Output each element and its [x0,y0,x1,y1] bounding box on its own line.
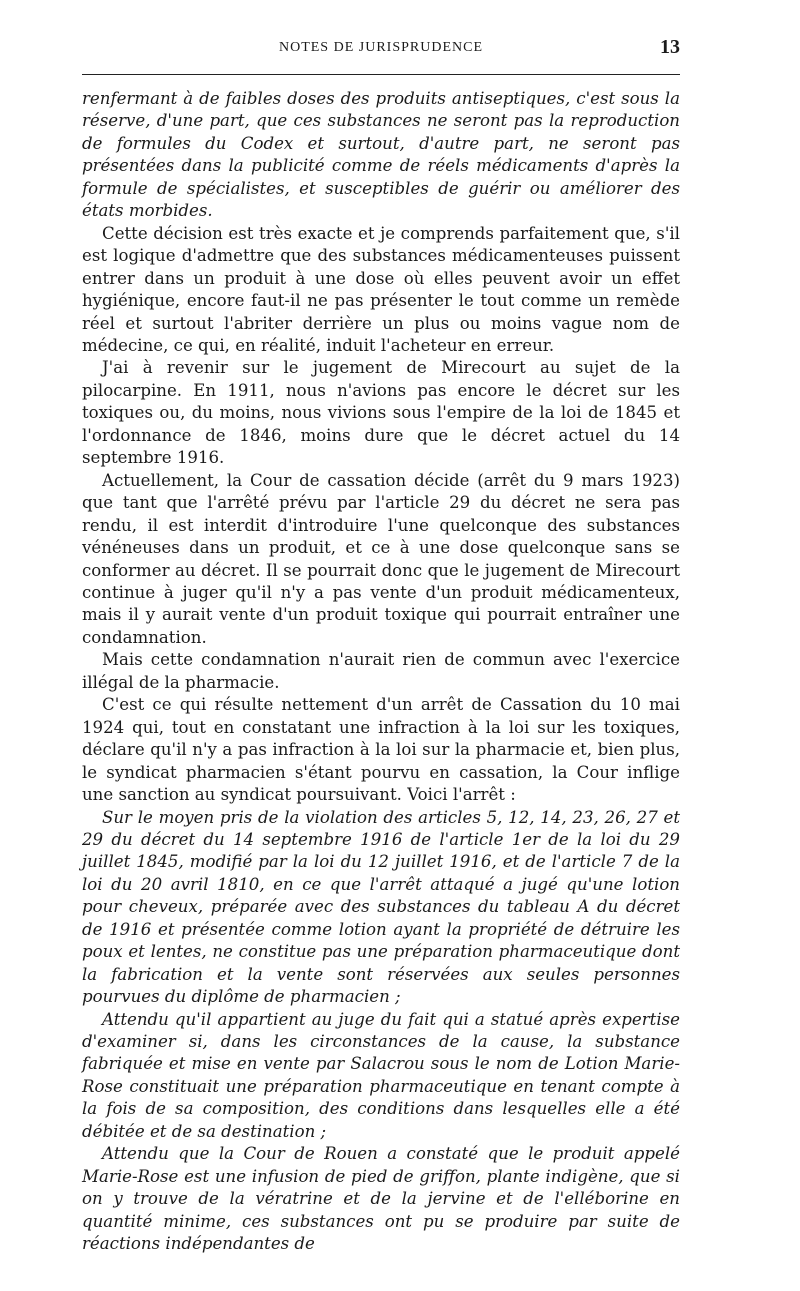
paragraph-4: Actuellement, la Cour de cassation décide (arrêt du 9 mars 1923) que tant que l'arrêté prévu par l'article 29 du décret ne sera pas rendu, il est interdit d'introduire l'une quelconque des substances vénéneuses dans un produit, et ce à une dose quelconque sans se conformer au décret. Il se pourrait donc que le jugement de Mirecourt continue à juger qu'il n'y a pas vente d'un produit médicamenteux, mais il y aurait vente d'un produit toxique qui pourrait entraîner une condamnation. [82,470,680,647]
paragraph-6: C'est ce qui résulte nettement d'un arrêt de Cassation du 10 mai 1924 qui, tout en constatant une infraction à la loi sur les toxiques, déclare qu'il n'y a pas infraction à la loi sur la pharmacie et, bien plus, le syndicat pharmacien s'étant pourvu en cassation, la Cour inflige une sanction au syndicat poursuivant. Voici l'arrêt : [82,695,680,805]
page-number: 13 [660,36,680,58]
header-rule [82,74,680,75]
paragraph-7: Sur le moyen pris de la violation des articles 5, 12, 14, 23, 26, 27 et 29 du décret du 14 septembre 1916 de l'article 1er de la loi du 29 juillet 1845, modifié par la loi du 12 juillet 1916, et de l'article 7 de la loi du 20 avril 1810, en ce que l'arrêt attaqué a jugé qu'une lotion pour cheveux, préparée avec des substances du tableau A du décret de 1916 et présentée comme lotion ayant la propriété de détruire les poux et lentes, ne constitue pas une préparation pharmaceutique dont la fabrication et la vente sont réservées aux seules personnes pourvues du diplôme de pharmacien ; [82,807,680,1007]
page-header [82,36,680,66]
paragraph-9: Attendu que la Cour de Rouen a constaté que le produit appelé Marie-Rose est une infusion de pied de griffon, plante indigène, que si on y trouve de la vératrine et de la jervine et de l'elléborine en quantité minime, ces substances ont pu se produire par suite de réactions indépendantes de [82,1144,680,1254]
paragraph-3: J'ai à revenir sur le jugement de Mirecourt au sujet de la pilocarpine. En 1911, nous n'avions pas encore le décret sur les toxiques ou, du moins, nous vivions sous l'empire de la loi de 1845 et l'ordonnance de 1846, moins dure que le décret actuel du 14 septembre 1916. [82,358,680,468]
paragraph-5: Mais cette condamnation n'aurait rien de commun avec l'exercice illégal de la pharmacie. [82,650,680,692]
body-text [82,88,680,1256]
running-title: NOTES DE JURISPRUDENCE [278,40,483,55]
paragraph-8: Attendu qu'il appartient au juge du fait qui a statué après expertise d'examiner si, dans les circonstances de la cause, la substance fabriquée et mise en vente par Salacrou sous le nom de Lotion Marie-Rose constituait une préparation pharmaceutique en tenant compte à la fois de sa composition, des conditions dans lesquelles elle a été débitée et de sa destination ; [82,1009,680,1141]
paragraph-2: Cette décision est très exacte et je comprends parfaitement que, s'il est logique d'admettre que des substances médicamenteuses puissent entrer dans un produit à une dose où elles peuvent avoir un effet hygiénique, encore faut-il ne pas présenter le tout comme un remède réel et surtout l'abriter derrière un plus ou moins vague nom de médecine, ce qui, en réalité, induit l'acheteur en erreur. [82,223,680,355]
paragraph-1: renfermant à de faibles doses des produits antiseptiques, c'est sous la réserve, d'une part, que ces substances ne seront pas la reproduction de formules du Codex et surtout, d'autre part, ne seront pas présentées dans la publicité comme de réels médicaments d'après la formule de spécialistes, et susceptibles de guérir ou améliorer des états morbides. [82,89,680,221]
